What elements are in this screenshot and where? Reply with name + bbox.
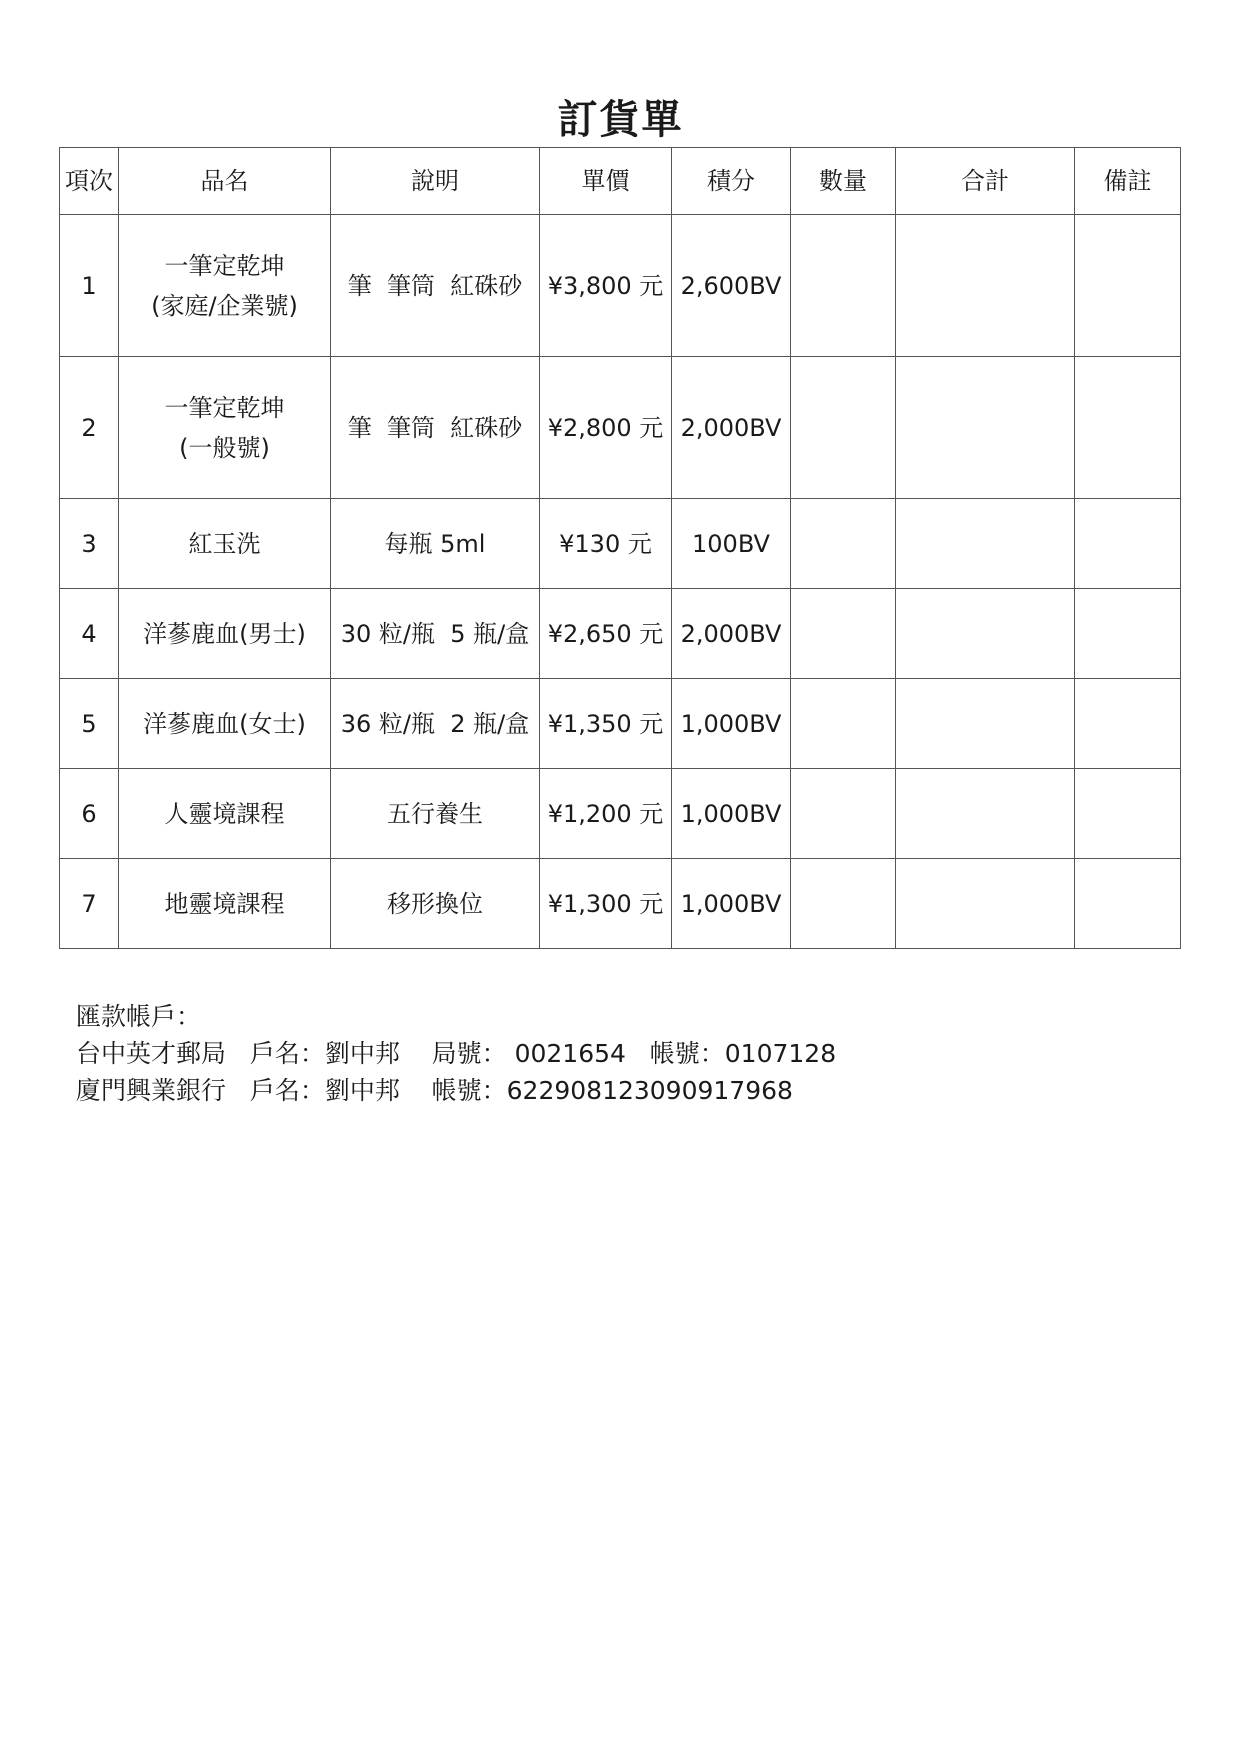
table-header-row bbox=[60, 148, 1181, 215]
cell-unit-price: ¥1,300 元 bbox=[540, 859, 672, 949]
product-name-subline: (家庭/企業號) bbox=[151, 291, 298, 320]
cell-remarks bbox=[1075, 499, 1181, 589]
header-item-no: 項次 bbox=[60, 148, 119, 215]
cell-item-no: 3 bbox=[60, 499, 119, 589]
cell-points: 1,000BV bbox=[672, 679, 791, 769]
cell-remarks bbox=[1075, 769, 1181, 859]
cell-quantity bbox=[791, 215, 896, 357]
product-name-subline: (一般號) bbox=[179, 433, 270, 462]
cell-points: 1,000BV bbox=[672, 859, 791, 949]
cell-product-name: 地靈境課程 bbox=[119, 859, 331, 949]
cell-quantity bbox=[791, 679, 896, 769]
cell-total bbox=[896, 215, 1075, 357]
cell-total bbox=[896, 589, 1075, 679]
product-name-line: 一筆定乾坤 bbox=[164, 251, 285, 280]
cell-description: 筆 筆筒 紅硃砂 bbox=[331, 357, 540, 499]
cell-points: 2,000BV bbox=[672, 357, 791, 499]
cell-quantity bbox=[791, 589, 896, 679]
cell-description: 筆 筆筒 紅硃砂 bbox=[331, 215, 540, 357]
payment-post-office-line: 台中英才郵局 戶名：劉中邦 局號： 0021654 帳號：0107128 bbox=[76, 1039, 837, 1068]
cell-remarks bbox=[1075, 357, 1181, 499]
cell-description: 每瓶 5ml bbox=[331, 499, 540, 589]
cell-description: 30 粒/瓶 5 瓶/盒 bbox=[331, 589, 540, 679]
cell-unit-price: ¥1,350 元 bbox=[540, 679, 672, 769]
cell-points: 2,600BV bbox=[672, 215, 791, 357]
cell-points: 1,000BV bbox=[672, 769, 791, 859]
product-name-line: 一筆定乾坤 bbox=[164, 393, 285, 422]
header-product-name: 品名 bbox=[119, 148, 331, 215]
payment-bank-line: 廈門興業銀行 戶名：劉中邦 帳號：6229081230909179​68 bbox=[76, 1076, 793, 1105]
header-points: 積分 bbox=[672, 148, 791, 215]
cell-remarks bbox=[1075, 589, 1181, 679]
cell-product-name bbox=[119, 215, 331, 357]
cell-item-no: 2 bbox=[60, 357, 119, 499]
cell-item-no: 1 bbox=[60, 215, 119, 357]
cell-total bbox=[896, 859, 1075, 949]
cell-total bbox=[896, 499, 1075, 589]
cell-quantity bbox=[791, 859, 896, 949]
table-row bbox=[60, 589, 1181, 679]
cell-description: 移形換位 bbox=[331, 859, 540, 949]
cell-item-no: 4 bbox=[60, 589, 119, 679]
cell-product-name: 人靈境課程 bbox=[119, 769, 331, 859]
cell-quantity bbox=[791, 499, 896, 589]
order-table bbox=[59, 147, 1181, 949]
cell-product-name: 洋蔘鹿血(男士) bbox=[119, 589, 331, 679]
table-row bbox=[60, 499, 1181, 589]
cell-item-no: 7 bbox=[60, 859, 119, 949]
cell-unit-price: ¥3,800 元 bbox=[540, 215, 672, 357]
header-unit-price: 單價 bbox=[540, 148, 672, 215]
cell-remarks bbox=[1075, 215, 1181, 357]
cell-remarks bbox=[1075, 679, 1181, 769]
cell-product-name: 洋蔘鹿血(女士) bbox=[119, 679, 331, 769]
cell-quantity bbox=[791, 357, 896, 499]
table-row bbox=[60, 769, 1181, 859]
payment-info bbox=[76, 998, 836, 1109]
cell-unit-price: ¥2,800 元 bbox=[540, 357, 672, 499]
cell-unit-price: ¥130 元 bbox=[540, 499, 672, 589]
header-remarks: 備註 bbox=[1075, 148, 1181, 215]
table-row bbox=[60, 215, 1181, 357]
table-row bbox=[60, 679, 1181, 769]
header-quantity: 數量 bbox=[791, 148, 896, 215]
document-title: 訂貨單 bbox=[557, 97, 684, 143]
header-total: 合計 bbox=[896, 148, 1075, 215]
cell-quantity bbox=[791, 769, 896, 859]
cell-total bbox=[896, 357, 1075, 499]
payment-heading: 匯款帳戶： bbox=[76, 1002, 202, 1031]
table-row bbox=[60, 357, 1181, 499]
cell-total bbox=[896, 769, 1075, 859]
cell-points: 2,000BV bbox=[672, 589, 791, 679]
cell-unit-price: ¥1,200 元 bbox=[540, 769, 672, 859]
table-row bbox=[60, 859, 1181, 949]
cell-item-no: 5 bbox=[60, 679, 119, 769]
cell-product-name bbox=[119, 357, 331, 499]
cell-item-no: 6 bbox=[60, 769, 119, 859]
cell-unit-price: ¥2,650 元 bbox=[540, 589, 672, 679]
cell-product-name: 紅玉洗 bbox=[119, 499, 331, 589]
header-description: 說明 bbox=[331, 148, 540, 215]
cell-total bbox=[896, 679, 1075, 769]
cell-description: 五行養生 bbox=[331, 769, 540, 859]
cell-description: 36 粒/瓶 2 瓶/盒 bbox=[331, 679, 540, 769]
cell-points: 100BV bbox=[672, 499, 791, 589]
cell-remarks bbox=[1075, 859, 1181, 949]
